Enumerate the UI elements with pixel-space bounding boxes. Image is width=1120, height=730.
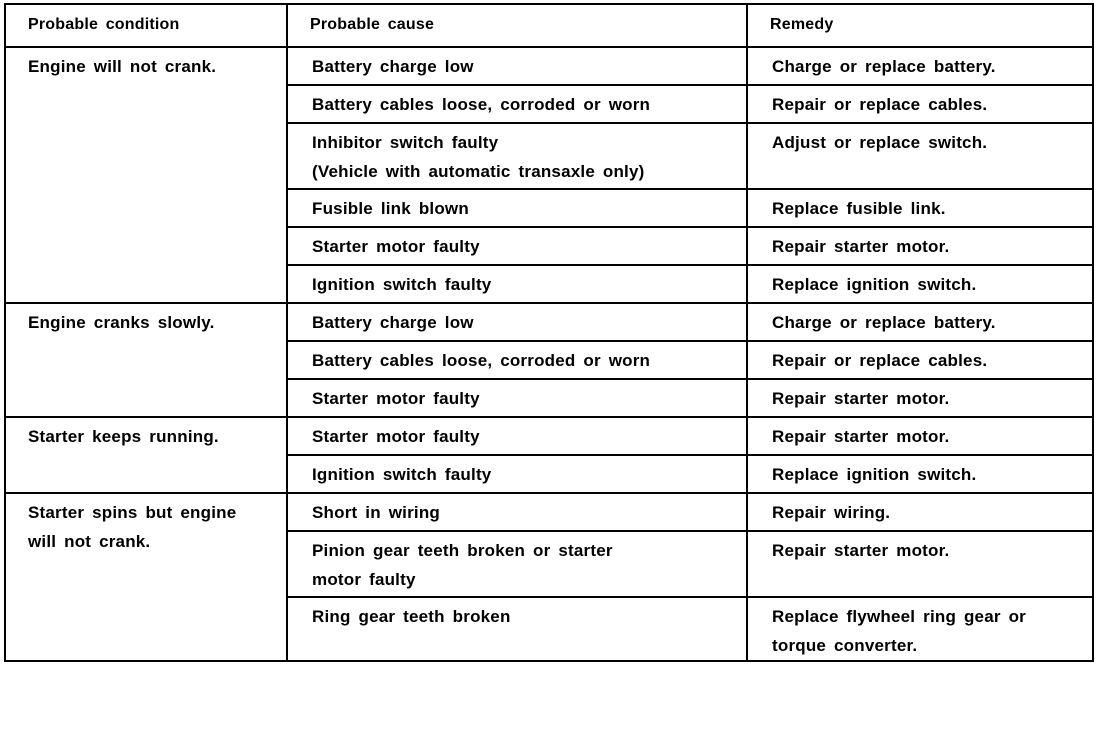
cause-text: (Vehicle with automatic transaxle only) — [312, 162, 645, 181]
cause-text: Battery cables loose, corroded or worn — [312, 95, 651, 114]
condition-text: Starter spins but engine — [28, 503, 237, 522]
cause-cell — [287, 341, 747, 379]
remedy-cell — [747, 597, 1093, 661]
remedy-cell — [747, 341, 1093, 379]
remedy-cell — [747, 379, 1093, 417]
cause-text: Battery charge low — [312, 313, 474, 332]
header-remedy: Remedy — [747, 4, 1093, 47]
cause-cell — [287, 531, 747, 597]
remedy-text: Repair starter motor. — [772, 237, 950, 256]
remedy-cell — [747, 417, 1093, 455]
cause-text: Starter motor faulty — [312, 389, 480, 408]
cause-text: Battery cables loose, corroded or worn — [312, 351, 651, 370]
cause-text: motor faulty — [312, 570, 416, 589]
remedy-cell — [747, 123, 1093, 189]
table-row — [5, 47, 1093, 85]
cause-cell — [287, 123, 747, 189]
cause-cell — [287, 597, 747, 661]
remedy-cell — [747, 303, 1093, 341]
cause-cell — [287, 227, 747, 265]
header-probable-cause: Probable cause — [287, 4, 747, 47]
cause-text: Ring gear teeth broken — [312, 607, 511, 626]
condition-cell — [5, 47, 287, 303]
condition-cell — [5, 303, 287, 417]
remedy-cell — [747, 531, 1093, 597]
cause-text: Ignition switch faulty — [312, 275, 492, 294]
remedy-text: Repair starter motor. — [772, 541, 950, 560]
header-row — [5, 4, 1093, 47]
remedy-text: Repair or replace cables. — [772, 351, 988, 370]
cause-cell — [287, 265, 747, 303]
remedy-text: Repair wiring. — [772, 503, 891, 522]
remedy-text: Adjust or replace switch. — [772, 133, 988, 152]
table-row — [5, 417, 1093, 455]
cause-cell — [287, 455, 747, 493]
remedy-cell — [747, 265, 1093, 303]
cause-text: Ignition switch faulty — [312, 465, 492, 484]
condition-text: will not crank. — [28, 532, 151, 551]
remedy-text: Replace ignition switch. — [772, 275, 977, 294]
cause-cell — [287, 417, 747, 455]
remedy-cell — [747, 493, 1093, 531]
remedy-text: Charge or replace battery. — [772, 57, 996, 76]
remedy-text: Repair starter motor. — [772, 427, 950, 446]
remedy-cell — [747, 455, 1093, 493]
table-row — [5, 303, 1093, 341]
remedy-cell — [747, 85, 1093, 123]
remedy-text: Charge or replace battery. — [772, 313, 996, 332]
cause-cell — [287, 493, 747, 531]
condition-cell — [5, 417, 287, 493]
cause-cell — [287, 47, 747, 85]
table-row — [5, 493, 1093, 531]
cause-cell — [287, 303, 747, 341]
condition-cell — [5, 493, 287, 661]
header-probable-condition: Probable condition — [5, 4, 287, 47]
remedy-text: Replace fusible link. — [772, 199, 946, 218]
cause-text: Fusible link blown — [312, 199, 469, 218]
remedy-text: Replace flywheel ring gear or — [772, 607, 1026, 626]
cause-text: Starter motor faulty — [312, 237, 480, 256]
remedy-text: torque converter. — [772, 636, 918, 655]
cause-text: Battery charge low — [312, 57, 474, 76]
cause-text: Inhibitor switch faulty — [312, 133, 499, 152]
condition-text: Starter keeps running. — [28, 427, 219, 446]
remedy-text: Repair or replace cables. — [772, 95, 988, 114]
remedy-cell — [747, 227, 1093, 265]
troubleshooting-table — [4, 3, 1094, 662]
cause-text: Pinion gear teeth broken or starter — [312, 541, 613, 560]
remedy-text: Repair starter motor. — [772, 389, 950, 408]
remedy-text: Replace ignition switch. — [772, 465, 977, 484]
cause-cell — [287, 379, 747, 417]
condition-text: Engine will not crank. — [28, 57, 217, 76]
remedy-cell — [747, 47, 1093, 85]
cause-text: Starter motor faulty — [312, 427, 480, 446]
cause-cell — [287, 85, 747, 123]
condition-text: Engine cranks slowly. — [28, 313, 215, 332]
remedy-cell — [747, 189, 1093, 227]
cause-cell — [287, 189, 747, 227]
cause-text: Short in wiring — [312, 503, 440, 522]
